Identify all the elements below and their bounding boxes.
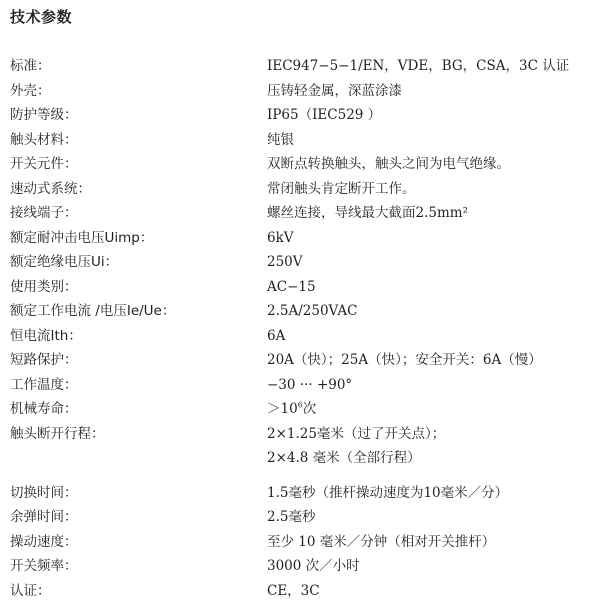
spec-row-utilization-category — [10, 275, 610, 300]
spec-row-switching-frequency — [10, 554, 610, 579]
spec-row-insulation-voltage — [10, 250, 610, 275]
page-title: 技术参数 — [10, 6, 72, 27]
spec-label: 外壳： — [10, 79, 267, 104]
spec-label: 开关频率： — [10, 554, 267, 579]
spec-row-actuation-speed — [10, 530, 610, 555]
spec-row-switching-time — [10, 481, 610, 506]
spec-value: 至少 10 毫米／分钟（相对开关推杆） — [267, 530, 610, 555]
spec-row-standard — [10, 54, 610, 79]
spec-value: 螺丝连接，导线最大截面2.5mm² — [267, 201, 610, 226]
spec-value: −30 ··· +90° — [267, 373, 610, 398]
spec-label: 工作温度： — [10, 373, 267, 398]
spec-row-certification — [10, 579, 610, 603]
spec-value: 6kV — [267, 226, 610, 251]
spec-label: 接线端子： — [10, 201, 267, 226]
spec-value: 2.5毫秒 — [267, 505, 610, 530]
spec-value-suffix: 次 — [303, 401, 317, 417]
spec-label: 余弹时间： — [10, 505, 267, 530]
spec-label: 防护等级： — [10, 103, 267, 128]
spec-label: 额定耐冲击电压Uimp： — [10, 226, 267, 251]
spec-row-switch-element — [10, 152, 610, 177]
spec-label: 使用类别： — [10, 275, 267, 300]
spec-value: 20A（快）；25A（快）；安全开关：6A（慢） — [267, 348, 610, 373]
spec-value: 1.5毫秒（推杆操动速度为10毫米／分） — [267, 481, 610, 506]
spec-row-contact-travel — [10, 422, 610, 447]
spec-row-operating-current — [10, 299, 610, 324]
spec-row-bounce-time — [10, 505, 610, 530]
spec-label: 速动式系统： — [10, 177, 267, 202]
spec-row-housing — [10, 79, 610, 104]
spec-label: 机械寿命： — [10, 397, 267, 422]
spec-row-terminals — [10, 201, 610, 226]
spec-label: 恒电流Ith： — [10, 324, 267, 349]
spec-row-protection — [10, 103, 610, 128]
spec-value: 250V — [267, 250, 610, 275]
spec-value: 常闭触头肯定断开工作。 — [267, 177, 610, 202]
spec-label: 认证： — [10, 579, 267, 603]
spec-value: 6A — [267, 324, 610, 349]
spec-value: 纯银 — [267, 128, 610, 153]
spec-value — [267, 397, 610, 422]
spec-value: IEC947−5−1/EN，VDE，BG，CSA，3C 认证 — [267, 54, 610, 79]
spec-value: IP65（IEC529 ） — [267, 103, 610, 128]
spec-label: 额定绝缘电压Ui： — [10, 250, 267, 275]
spec-row-contact-material — [10, 128, 610, 153]
spec-value: 双断点转换触头，触头之间为电气绝缘。 — [267, 152, 610, 177]
spec-label: 短路保护： — [10, 348, 267, 373]
spec-label: 开关元件： — [10, 152, 267, 177]
spec-label: 标准： — [10, 54, 267, 79]
spec-value: 压铸轻金属，深蓝涂漆 — [267, 79, 610, 104]
spec-value: 3000 次／小时 — [267, 554, 610, 579]
spec-label: 触头材料： — [10, 128, 267, 153]
spec-row-contact-travel-full — [10, 446, 610, 471]
spec-value-prefix: ＞10 — [267, 401, 298, 417]
spec-table — [10, 54, 610, 603]
spec-value: 2×4.8 毫米（全部行程） — [267, 446, 610, 471]
spec-row-mechanical-life — [10, 397, 610, 422]
spec-row-thermal-current — [10, 324, 610, 349]
spec-value: AC−15 — [267, 275, 610, 300]
spec-value: 2×1.25毫米（过了开关点）； — [267, 422, 610, 447]
spec-row-temperature — [10, 373, 610, 398]
spec-row-short-circuit — [10, 348, 610, 373]
spec-value-exponent: 6 — [298, 401, 303, 410]
spec-label: 额定工作电流 /电压Ie/Ue： — [10, 299, 267, 324]
spec-label: 触头断开行程： — [10, 422, 267, 447]
spec-row-impulse-voltage — [10, 226, 610, 251]
spec-value: 2.5A/250VAC — [267, 299, 610, 324]
spec-value: CE，3C — [267, 579, 610, 603]
spec-row-snap-system — [10, 177, 610, 202]
spec-label: 切换时间： — [10, 481, 267, 506]
spec-label: 操动速度： — [10, 530, 267, 555]
